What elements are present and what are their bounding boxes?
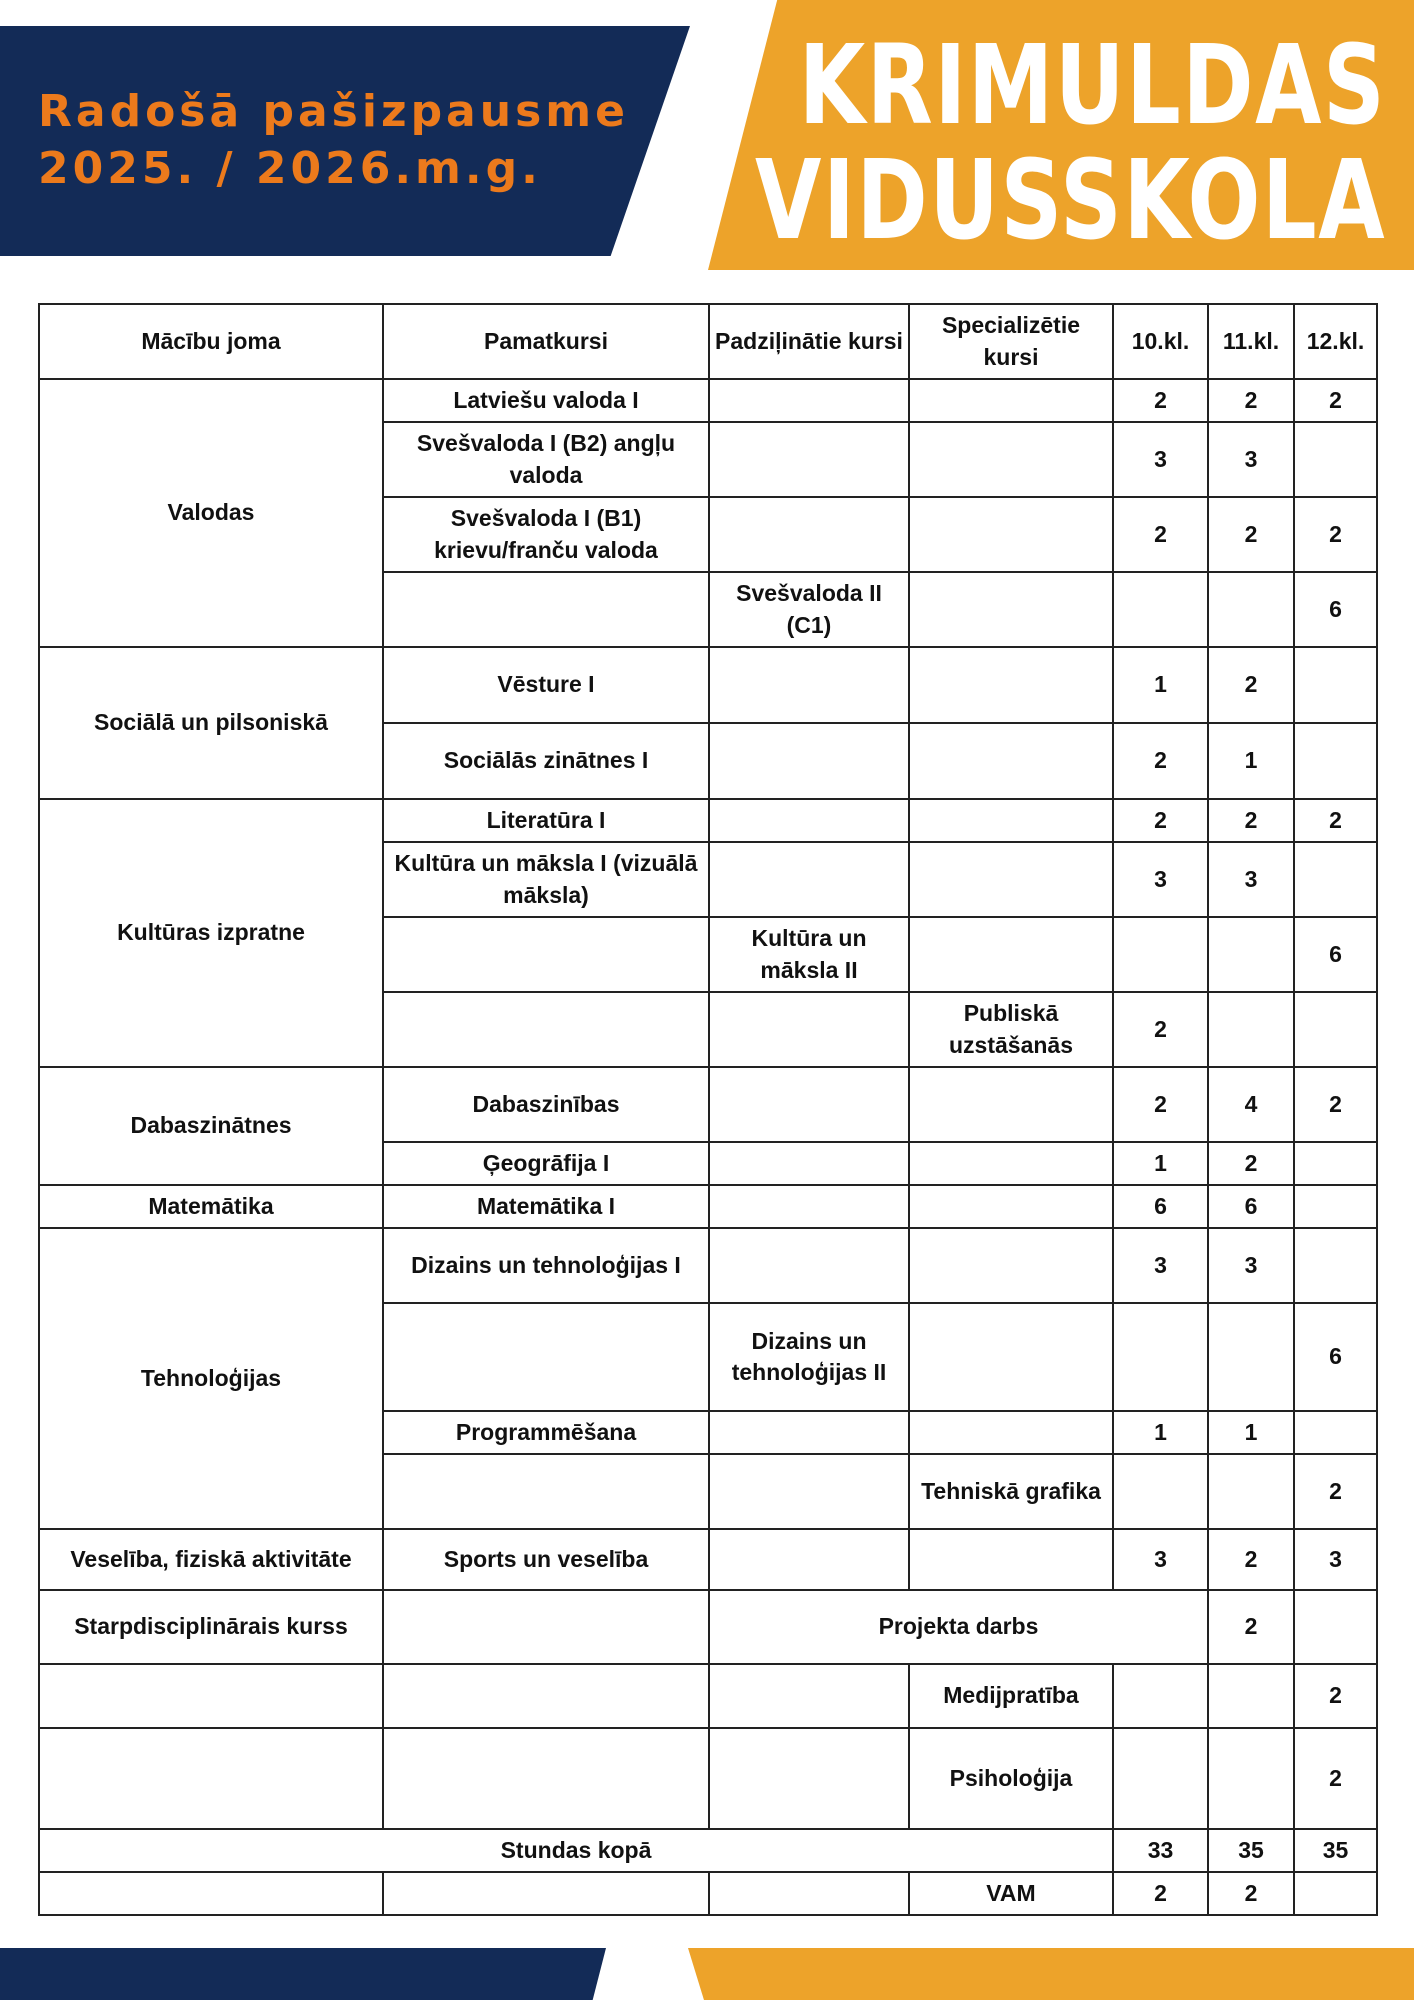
header-basic: Pamatkursi [383, 304, 709, 379]
specialized-course [909, 422, 1113, 497]
basic-course: Sociālās zinātnes I [383, 723, 709, 799]
grade-11-hours: 2 [1208, 1142, 1294, 1185]
advanced-course [709, 1529, 909, 1590]
grade-11-hours: 2 [1208, 1590, 1294, 1664]
basic-course [383, 1303, 709, 1411]
grade-10-hours: 3 [1113, 842, 1208, 917]
grade-10-hours: 2 [1113, 1067, 1208, 1142]
grade-11-hours [1208, 1728, 1294, 1829]
header-grade-12: 12.kl. [1294, 304, 1377, 379]
grade-10-hours: 1 [1113, 1142, 1208, 1185]
grade-11-hours [1208, 917, 1294, 992]
table-row [39, 1728, 1377, 1829]
specialized-course [909, 1411, 1113, 1454]
grade-12-hours: 2 [1294, 1664, 1377, 1728]
grade-12-hours [1294, 842, 1377, 917]
table-row [39, 799, 1377, 842]
grade-12-hours: 6 [1294, 917, 1377, 992]
specialized-course: Publiskā uzstāšanās [909, 992, 1113, 1067]
grade-11-hours: 1 [1208, 723, 1294, 799]
specialized-course [909, 1529, 1113, 1590]
grade-11-hours [1208, 1303, 1294, 1411]
grade-12-hours [1294, 723, 1377, 799]
basic-course [383, 1454, 709, 1529]
header-specialized: Specializētie kursi [909, 304, 1113, 379]
grade-11-hours: 2 [1208, 799, 1294, 842]
grade-12-hours [1294, 1411, 1377, 1454]
area-valodas: Valodas [39, 379, 383, 647]
grade-12-hours: 2 [1294, 799, 1377, 842]
basic-course: Programmēšana [383, 1411, 709, 1454]
advanced-course: Svešvaloda II (C1) [709, 572, 909, 647]
specialized-course [909, 1228, 1113, 1303]
advanced-course [709, 1228, 909, 1303]
grade-10-hours: 2 [1113, 723, 1208, 799]
basic-course: Dabaszinības [383, 1067, 709, 1142]
area-interdisciplinary: Starpdisciplinārais kurss [39, 1590, 383, 1664]
grade-11-hours [1208, 992, 1294, 1067]
specialized-course [909, 497, 1113, 572]
advanced-course [709, 992, 909, 1067]
area-health: Veselība, fiziskā aktivitāte [39, 1529, 383, 1590]
table-row [39, 1228, 1377, 1303]
grade-11-hours: 6 [1208, 1185, 1294, 1228]
grade-11-hours [1208, 572, 1294, 647]
specialized-course [909, 379, 1113, 422]
advanced-course [709, 422, 909, 497]
grade-11-hours [1208, 1664, 1294, 1728]
area-cell [39, 1664, 383, 1728]
header-advanced: Padziļinātie kursi [709, 304, 909, 379]
advanced-course [709, 1664, 909, 1728]
advanced-course [709, 1142, 909, 1185]
advanced-course [709, 723, 909, 799]
grade-10-hours: 3 [1113, 1529, 1208, 1590]
advanced-course [709, 379, 909, 422]
grade-10-hours [1113, 1664, 1208, 1728]
program-title: Radošā pašizpausme [38, 86, 629, 137]
table-header-row [39, 304, 1377, 379]
specialized-course: Medijpratība [909, 1664, 1113, 1728]
advanced-course [709, 647, 909, 723]
grade-12-hours: 2 [1294, 497, 1377, 572]
grade-11-hours: 3 [1208, 842, 1294, 917]
grade-11-hours [1208, 1454, 1294, 1529]
advanced-course [709, 1872, 909, 1915]
grade-10-hours [1113, 572, 1208, 647]
specialized-course [909, 723, 1113, 799]
table-row [39, 1529, 1377, 1590]
area-tech: Tehnoloģijas [39, 1228, 383, 1529]
header-grade-11: 11.kl. [1208, 304, 1294, 379]
basic-course: Matemātika I [383, 1185, 709, 1228]
table-row [39, 1067, 1377, 1142]
grade-10-hours [1113, 1454, 1208, 1529]
school-name-line1: KRIMULDAS [798, 21, 1386, 149]
total-grade-12: 35 [1294, 1829, 1377, 1872]
table-row [39, 1185, 1377, 1228]
specialized-course: Tehniskā grafika [909, 1454, 1113, 1529]
grade-12-hours [1294, 647, 1377, 723]
grade-11-hours: 2 [1208, 647, 1294, 723]
advanced-course [709, 1454, 909, 1529]
basic-course: Ģeogrāfija I [383, 1142, 709, 1185]
grade-11-hours: 2 [1208, 379, 1294, 422]
table-row [39, 1664, 1377, 1728]
advanced-course [709, 1067, 909, 1142]
grade-12-hours: 2 [1294, 1067, 1377, 1142]
grade-10-hours: 3 [1113, 422, 1208, 497]
advanced-course [709, 1411, 909, 1454]
basic-course: Svešvaloda I (B1) krievu/franču valoda [383, 497, 709, 572]
grade-10-hours: 2 [1113, 497, 1208, 572]
table-row [39, 379, 1377, 422]
specialized-course [909, 1185, 1113, 1228]
grade-10-hours [1113, 917, 1208, 992]
basic-course: Kultūra un māksla I (vizuālā māksla) [383, 842, 709, 917]
specialized-course [909, 647, 1113, 723]
area-science: Dabaszinātnes [39, 1067, 383, 1185]
specialized-course: Psiholoģija [909, 1728, 1113, 1829]
area-culture: Kultūras izpratne [39, 799, 383, 1067]
grade-12-hours [1294, 1185, 1377, 1228]
advanced-course: Kultūra un māksla II [709, 917, 909, 992]
basic-course [383, 1590, 709, 1664]
basic-course [383, 1728, 709, 1829]
grade-11-hours: 3 [1208, 1228, 1294, 1303]
table-row [39, 1590, 1377, 1664]
grade-11-hours: 2 [1208, 1529, 1294, 1590]
grade-10-hours: 2 [1113, 992, 1208, 1067]
grade-11-hours: 1 [1208, 1411, 1294, 1454]
grade-12-hours [1294, 422, 1377, 497]
school-year: 2025. / 2026.m.g. [38, 143, 542, 194]
header-navy-banner [0, 26, 690, 256]
specialized-course [909, 917, 1113, 992]
grade-10-hours: 2 [1113, 799, 1208, 842]
table-row [39, 647, 1377, 723]
vam-grade-11: 2 [1208, 1872, 1294, 1915]
area-cell [39, 1728, 383, 1829]
basic-course [383, 1872, 709, 1915]
basic-course [383, 1664, 709, 1728]
advanced-course [709, 799, 909, 842]
advanced-course [709, 842, 909, 917]
total-grade-10: 33 [1113, 1829, 1208, 1872]
grade-11-hours: 4 [1208, 1067, 1294, 1142]
basic-course: Svešvaloda I (B2) angļu valoda [383, 422, 709, 497]
grade-12-hours [1294, 1590, 1377, 1664]
grade-12-hours: 6 [1294, 572, 1377, 647]
grade-12-hours [1294, 1228, 1377, 1303]
footer-navy-band [0, 1948, 606, 2000]
grade-10-hours [1113, 1728, 1208, 1829]
grade-10-hours: 1 [1113, 647, 1208, 723]
grade-12-hours: 2 [1294, 1454, 1377, 1529]
grade-11-hours: 2 [1208, 497, 1294, 572]
grade-12-hours [1294, 992, 1377, 1067]
header-area: Mācību joma [39, 304, 383, 379]
specialized-course [909, 1142, 1113, 1185]
area-cell [39, 1872, 383, 1915]
advanced-course [709, 1185, 909, 1228]
school-name-line2: VIDUSSKOLA [754, 136, 1386, 264]
advanced-course [709, 1728, 909, 1829]
basic-course [383, 917, 709, 992]
grade-10-hours: 2 [1113, 379, 1208, 422]
vam-label: VAM [909, 1872, 1113, 1915]
specialized-course [909, 799, 1113, 842]
grade-10-hours: 1 [1113, 1411, 1208, 1454]
header-grade-10: 10.kl. [1113, 304, 1208, 379]
total-row [39, 1829, 1377, 1872]
footer-orange-band [688, 1948, 1414, 2000]
grade-11-hours: 3 [1208, 422, 1294, 497]
area-math: Matemātika [39, 1185, 383, 1228]
basic-course: Latviešu valoda I [383, 379, 709, 422]
total-label: Stundas kopā [39, 1829, 1113, 1872]
basic-course: Sports un veselība [383, 1529, 709, 1590]
vam-row [39, 1872, 1377, 1915]
specialized-course [909, 1303, 1113, 1411]
basic-course: Vēsture I [383, 647, 709, 723]
advanced-course [709, 497, 909, 572]
basic-course [383, 992, 709, 1067]
project-work-course: Projekta darbs [709, 1590, 1208, 1664]
area-social: Sociālā un pilsoniskā [39, 647, 383, 799]
vam-grade-10: 2 [1113, 1872, 1208, 1915]
basic-course [383, 572, 709, 647]
specialized-course [909, 1067, 1113, 1142]
grade-12-hours: 2 [1294, 1728, 1377, 1829]
grade-10-hours [1113, 1303, 1208, 1411]
curriculum-table [38, 303, 1378, 1916]
advanced-course: Dizains un tehnoloģijas II [709, 1303, 909, 1411]
grade-10-hours: 6 [1113, 1185, 1208, 1228]
grade-12-hours: 3 [1294, 1529, 1377, 1590]
specialized-course [909, 842, 1113, 917]
total-grade-11: 35 [1208, 1829, 1294, 1872]
grade-10-hours: 3 [1113, 1228, 1208, 1303]
vam-grade-12 [1294, 1872, 1377, 1915]
grade-12-hours: 6 [1294, 1303, 1377, 1411]
grade-12-hours [1294, 1142, 1377, 1185]
basic-course: Literatūra I [383, 799, 709, 842]
grade-12-hours: 2 [1294, 379, 1377, 422]
basic-course: Dizains un tehnoloģijas I [383, 1228, 709, 1303]
specialized-course [909, 572, 1113, 647]
